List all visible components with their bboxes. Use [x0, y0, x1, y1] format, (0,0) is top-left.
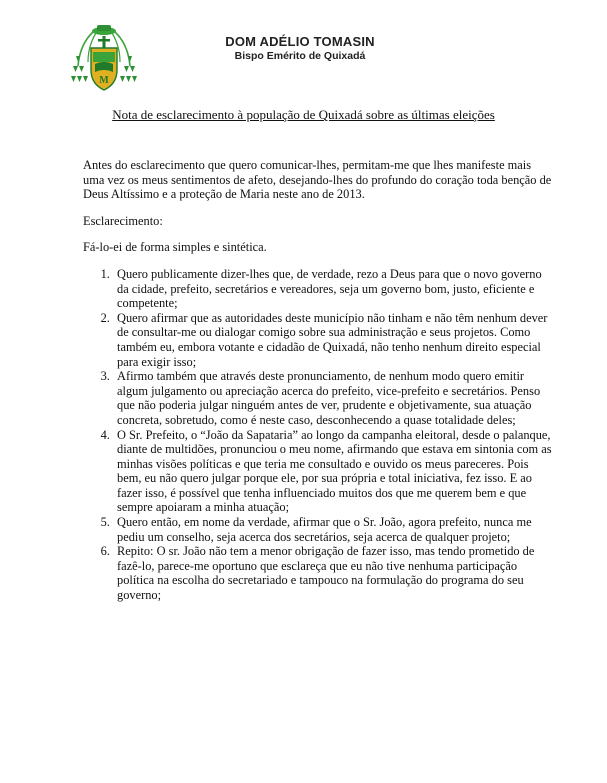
intro-paragraph: Antes do esclarecimento que quero comunicar-lhes, permitam-me que lhes manifeste mais uma vez os meus sentimentos de afeto, desejando-lhes do profundo do coração toda benção de Deus Altíssimo e a proteção de Maria neste ano de 2013.	[83, 158, 552, 202]
list-item: 4. O Sr. Prefeito, o “João da Sapataria” ao longo da campanha eleitoral, desde o palanque, diante de multidões, pronunciou o meu nome, afirmando que estava em sintonia com as minhas visões políticas e que teria me consultado e ouvido os meus pareceres. Pois bem, eu não quero julgar porque ele, por sua própria e total iniciativa, fez isso. E ao fazer isso, é possível que tenha influenciado muitos dos que me querem bem e que sempre apoiaram a minha atuação;	[113, 428, 553, 516]
bishop-name: DOM ADÉLIO TOMASIN	[225, 34, 375, 49]
episcopal-coat-of-arms-icon	[70, 22, 138, 98]
numbered-points	[83, 267, 553, 603]
bishop-title: Bispo Emérito de Quixadá	[234, 50, 366, 62]
section-heading: Esclarecimento:	[83, 213, 163, 228]
list-item: 3. Afirmo também que através deste pronunciamento, de nenhum modo quero emitir algum julgamento ou apreciação acerca do prefeito, vice-prefeito e secretários. Penso que não poderia julgar ninguém antes de ver, prudente e objetivamente, sua atuação concreta, sobretudo, como é neste caso, desconhecendo a quase totalidade deles;	[113, 369, 553, 427]
document-title: Nota de esclarecimento à população de Quixadá sobre as últimas eleições	[112, 107, 495, 122]
list-item: 6. Repito: O sr. João não tem a menor obrigação de fazer isso, mas tendo prometido de fazê-lo, parece-me oportuno que esclareça que eu não tive nenhuma participação política na escolha do secretariado e tampouco na formulação do programa do seu governo;	[113, 544, 553, 602]
lead-paragraph: Fá-lo-ei de forma simples e sintética.	[83, 240, 267, 255]
list-item: 1. Quero publicamente dizer-lhes que, de verdade, rezo a Deus para que o novo governo da cidade, prefeito, secretários e vereadores, seja um governo bom, justo, eficiente e competente;	[113, 267, 553, 311]
sender-block	[150, 34, 450, 62]
seal-letter: M	[99, 75, 109, 86]
list-item: 2. Quero afirmar que as autoridades deste município não tinham e não têm nenhum dever de consultar-me ou dialogar comigo sobre sua administração e seus projetos. Como também eu, embora votante e cidadão de Quixadá, não tenho nenhum direito especial para exigir isso;	[113, 311, 553, 369]
list-item: 5. Quero então, em nome da verdade, afirmar que o Sr. João, agora prefeito, nunca me pediu um conselho, seja acerca dos secretários, seja acerca de qualquer projeto;	[113, 515, 553, 544]
letter-body	[83, 158, 553, 603]
